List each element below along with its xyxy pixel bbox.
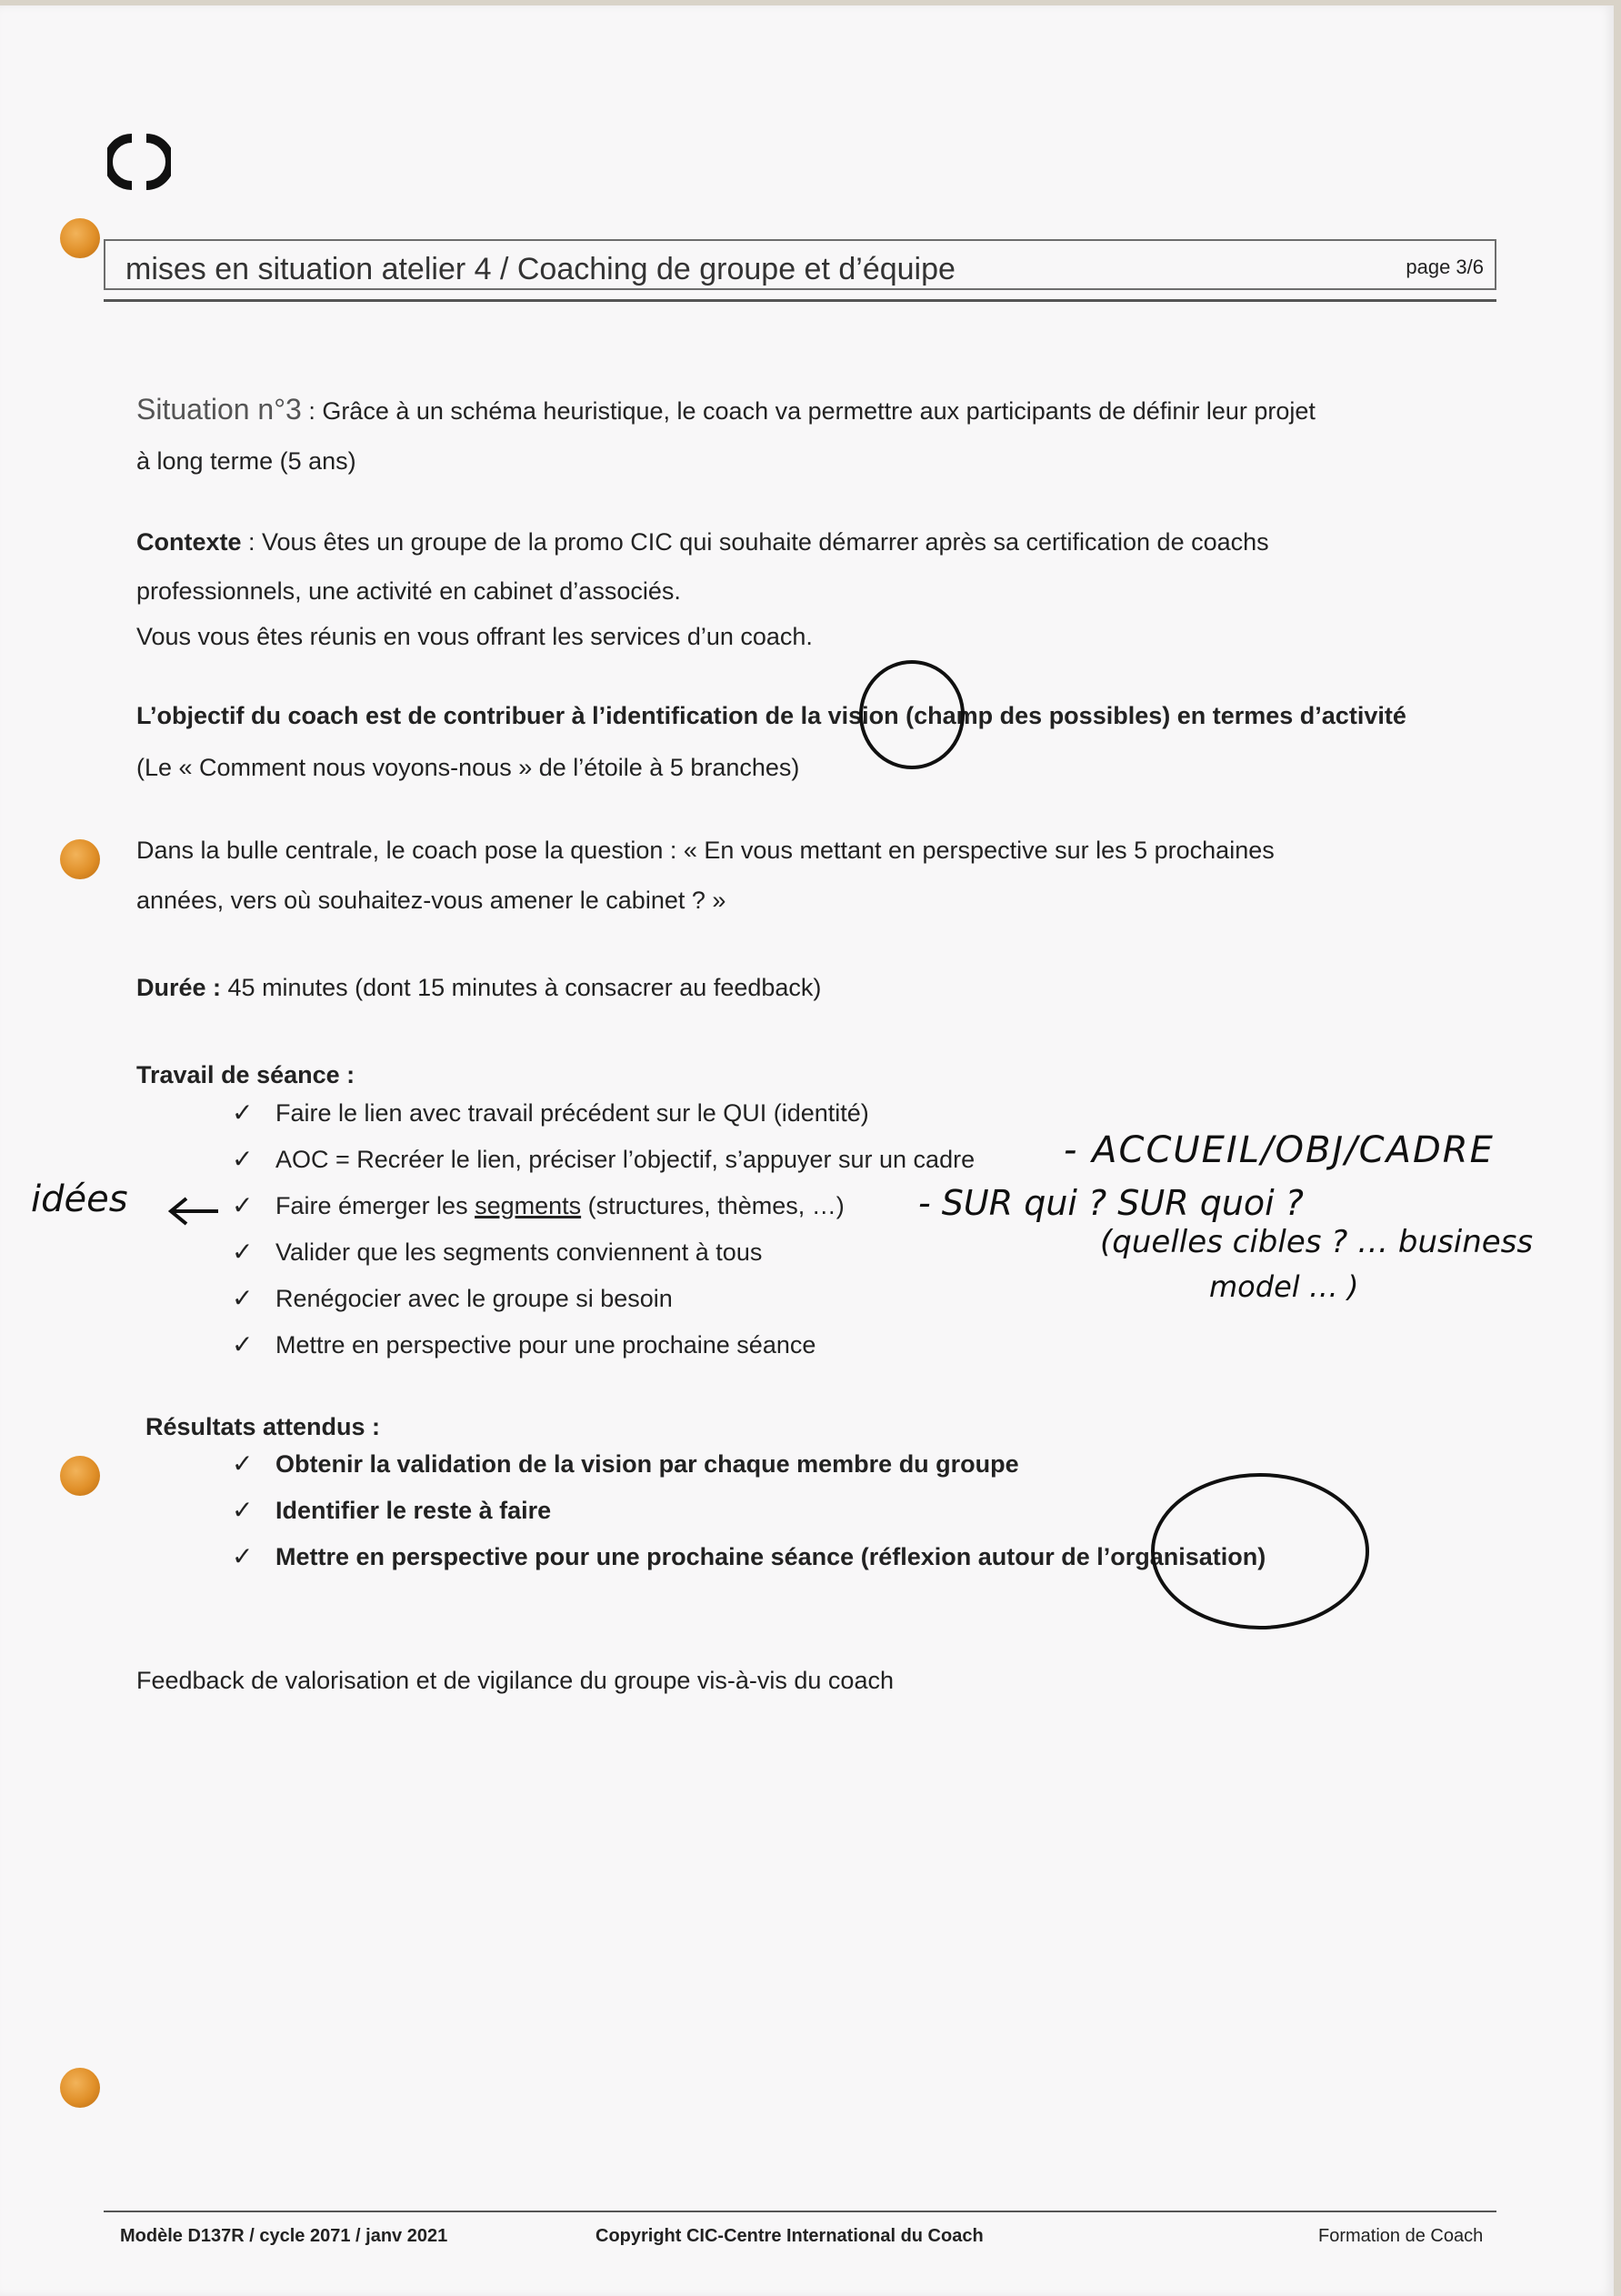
- check-icon: ✓: [232, 1145, 254, 1173]
- handwritten-cibles: (quelles cibles ? … business: [1100, 1224, 1534, 1260]
- check-icon: ✓: [232, 1449, 254, 1478]
- handwritten-marks: [0, 5, 1614, 2296]
- list-item-text: Renégocier avec le groupe si besoin: [275, 1285, 673, 1312]
- document-page: [0, 5, 1614, 2296]
- header-title: mises en situation atelier 4 / Coaching de groupe et d’équipe: [125, 252, 956, 286]
- list-item-text: Identifier le reste à faire: [275, 1497, 552, 1524]
- question-line-1: Dans la bulle centrale, le coach pose la question : « En vous mettant en perspective sur les 5 prochaines: [136, 837, 1275, 864]
- circle-vision: [861, 662, 963, 767]
- situation-label: Situation n°3: [136, 393, 302, 426]
- footer-center: Copyright CIC-Centre International du Coach: [595, 2226, 984, 2246]
- contexte-label: Contexte: [136, 528, 242, 556]
- duree-label: Durée :: [136, 974, 222, 1001]
- footer-left: Modèle D137R / cycle 2071 / janv 2021: [120, 2226, 448, 2246]
- list-item-text: Faire émerger les: [275, 1192, 475, 1219]
- feedback-line: Feedback de valorisation et de vigilance du groupe vis-à-vis du coach: [136, 1667, 894, 1694]
- list-item-text: AOC = Recréer le lien, préciser l’objectif, s’appuyer sur un cadre: [275, 1146, 976, 1173]
- check-icon: ✓: [232, 1191, 254, 1219]
- check-icon: ✓: [232, 1284, 254, 1312]
- underlined-word: segments: [475, 1192, 582, 1219]
- contexte-line-2: professionnels, une activité en cabinet d’associés.: [136, 577, 681, 605]
- check-icon: ✓: [232, 1330, 254, 1359]
- handwritten-sur-qui: - SUR qui ? SUR quoi ?: [918, 1183, 1304, 1223]
- arrow-left-icon: [171, 1198, 218, 1224]
- handwritten-model: model … ): [1209, 1269, 1359, 1304]
- list-item-text: Mettre en perspective pour une prochaine séance: [275, 1331, 816, 1359]
- check-icon: ✓: [232, 1542, 254, 1570]
- resultats-title: Résultats attendus :: [145, 1413, 381, 1440]
- list-item-text: Obtenir la validation de la vision par chaque membre du groupe: [275, 1450, 1019, 1478]
- page-number: page 3/6: [1406, 256, 1484, 278]
- situation-text: : Grâce à un schéma heuristique, le coach va permettre aux participants de définir leur projet: [301, 397, 1316, 425]
- list-item-text: (structures, thèmes, …): [581, 1192, 845, 1219]
- footer-divider: [104, 2211, 1496, 2212]
- check-icon: ✓: [232, 1496, 254, 1524]
- footer-right: Formation de Coach: [1318, 2226, 1484, 2246]
- travail-title: Travail de séance :: [136, 1061, 355, 1088]
- situation-line-2: à long terme (5 ans): [136, 447, 356, 475]
- objectif-line-1: L’objectif du coach est de contribuer à l’identification de la vision (champ des possibles) en termes d’activité: [136, 702, 1406, 729]
- handwritten-idees: idées: [31, 1178, 128, 1220]
- objectif-line-2: (Le « Comment nous voyons-nous » de l’étoile à 5 branches): [136, 754, 800, 781]
- duree-text: 45 minutes (dont 15 minutes à consacrer au feedback): [221, 974, 822, 1001]
- list-item-text: Valider que les segments conviennent à tous: [275, 1238, 763, 1266]
- list-item-text: Mettre en perspective pour une prochaine séance (réflexion autour de l’organisation): [275, 1543, 1266, 1570]
- handwritten-accueil: - ACCUEIL/OBJ/CADRE: [1064, 1129, 1495, 1171]
- contexte-text: : Vous êtes un groupe de la promo CIC qui souhaite démarrer après sa certification de coachs: [241, 528, 1269, 556]
- list-item-text: Faire le lien avec travail précédent sur le QUI (identité): [275, 1099, 869, 1127]
- check-icon: ✓: [232, 1098, 254, 1127]
- check-icon: ✓: [232, 1238, 254, 1266]
- question-line-2: années, vers où souhaitez-vous amener le cabinet ? »: [136, 887, 726, 914]
- circle-organisation: [1153, 1475, 1367, 1628]
- contexte-line-3: Vous vous êtes réunis en vous offrant les services d’un coach.: [136, 623, 813, 650]
